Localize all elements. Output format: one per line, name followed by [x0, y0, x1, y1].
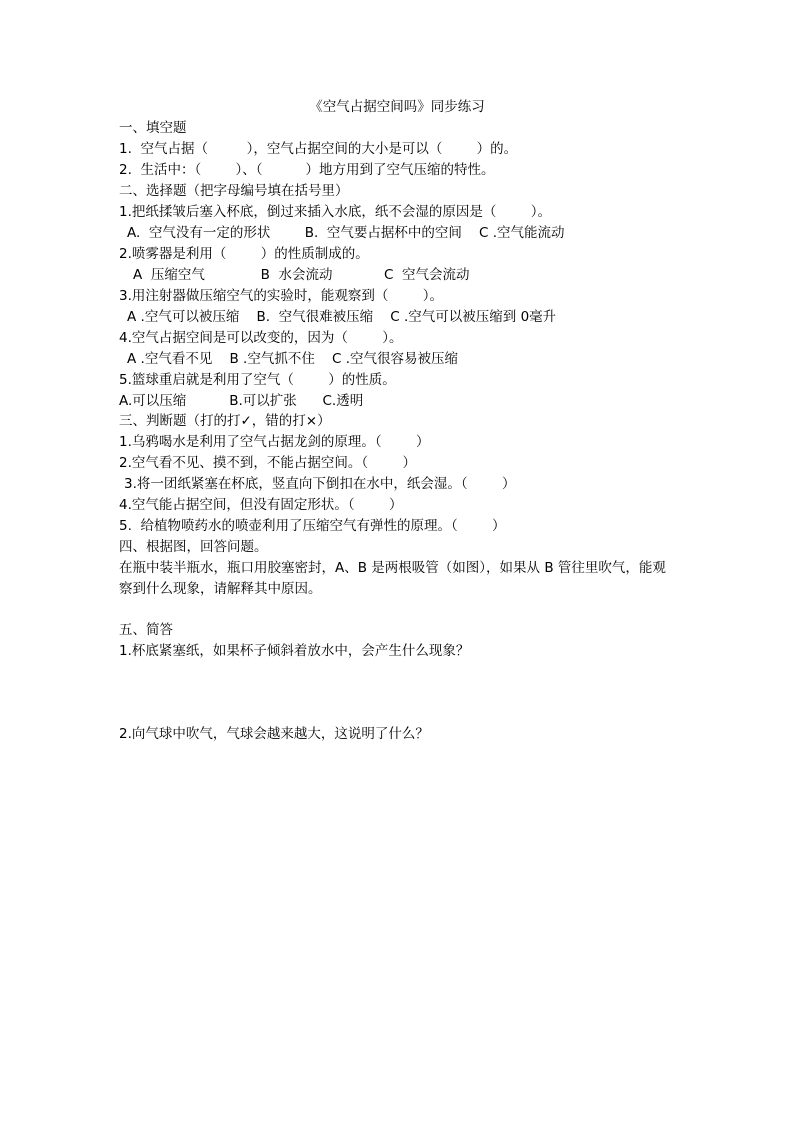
choice-question-1-options: A. 空气没有一定的形状 B. 空气要占据杯中的空间 C .空气能流动 — [127, 225, 565, 241]
section-3-heading: 三、判断题（打的打✓，错的打×） — [119, 413, 331, 429]
choice-question-4-options: A .空气看不见 B .空气抓不住 C .空气很容易被压缩 — [127, 351, 458, 367]
page-title: 《空气占据空间吗》同步练习 — [309, 99, 485, 115]
section-4-heading: 四、根据图，回答问题。 — [119, 539, 268, 555]
judge-question-2: 2.空气看不见、摸不到，不能占据空间。（ ） — [119, 455, 416, 471]
fill-question-1: 1. 空气占据（ ），空气占据空间的大小是可以（ ）的。 — [119, 141, 518, 157]
section-5-heading: 五、简答 — [119, 622, 173, 638]
choice-question-3: 3.用注射器做压缩空气的实验时，能观察到（ ）。 — [119, 288, 443, 304]
choice-question-2-options: A 压缩空气 B 水会流动 C 空气会流动 — [133, 267, 470, 283]
diagram-question-line-2: 察到什么现象，请解释其中原因。 — [119, 581, 322, 597]
diagram-question-line-1: 在瓶中装半瓶水，瓶口用胶塞密封，A、B 是两根吸管（如图），如果从 B 管往里吹气，能观 — [119, 560, 666, 576]
choice-question-2: 2.喷雾器是利用（ ）的性质制成的。 — [119, 246, 369, 262]
section-1-heading: 一、填空题 — [119, 120, 187, 136]
choice-question-5-options: A.可以压缩 B.可以扩张 C.透明 — [119, 393, 364, 409]
judge-question-5: 5. 给植物喷药水的喷壶利用了压缩空气有弹性的原理。（ ） — [119, 518, 506, 534]
fill-question-2: 2. 生活中：（ ）、（ ）地方用到了空气压缩的特性。 — [119, 162, 495, 178]
section-2-heading: 二、选择题（把字母编号填在括号里） — [119, 183, 349, 199]
short-answer-question-2: 2.向气球中吹气，气球会越来越大，这说明了什么？ — [119, 726, 429, 742]
judge-question-3: 3.将一团纸紧塞在杯底，竖直向下倒扣在水中，纸会湿。（ ） — [124, 476, 516, 492]
judge-question-1: 1.乌鸦喝水是利用了空气占据龙剑的原理。（ ） — [119, 434, 430, 450]
choice-question-3-options: A .空气可以被压缩 B. 空气很难被压缩 C .空气可以被压缩到 0毫升 — [127, 309, 557, 325]
choice-question-4: 4.空气占据空间是可以改变的，因为（ ）。 — [119, 330, 403, 346]
choice-question-5: 5.篮球重启就是利用了空气（ ）的性质。 — [119, 372, 396, 388]
choice-question-1: 1.把纸揉皱后塞入杯底，倒过来插入水底，纸不会湿的原因是（ ）。 — [119, 204, 551, 220]
short-answer-question-1: 1.杯底紧塞纸，如果杯子倾斜着放水中，会产生什么现象？ — [119, 643, 470, 659]
judge-question-4: 4.空气能占据空间，但没有固定形状。（ ） — [119, 497, 403, 513]
